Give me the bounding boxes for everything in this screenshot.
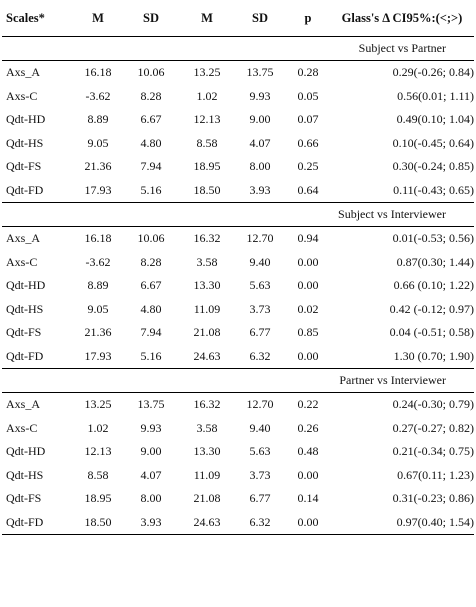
scale-name-cell: Axs_A (6, 231, 41, 246)
scale-name-cell: Qdt-FS (6, 491, 42, 506)
value-cell: 10.06 (137, 65, 165, 80)
value-cell: 6.67 (140, 278, 162, 293)
value-cell: 0.66 (0.10; 1.22) (393, 278, 474, 293)
table-row (2, 393, 474, 417)
value-cell: 0.64 (286, 179, 330, 203)
value-cell: 8.89 (87, 112, 109, 127)
value-cell: 21.36 (84, 159, 112, 174)
value-cell: 6.32 (234, 345, 286, 369)
value-cell: 0.11(-0.43; 0.65) (330, 179, 474, 203)
value-cell: 7.94 (140, 159, 162, 174)
scale-name-cell: Qdt-FD (2, 345, 74, 369)
value-cell: 16.32 (193, 231, 221, 246)
header-sd-2: SD (234, 0, 286, 37)
value-cell: 12.13 (193, 112, 221, 127)
value-cell: 18.50 (180, 179, 234, 203)
table-row (2, 132, 474, 156)
value-cell: 13.25 (84, 397, 112, 412)
value-cell: 4.07 (249, 135, 271, 150)
value-cell: 3.93 (140, 514, 162, 529)
table-row (2, 417, 474, 441)
value-cell: 0.67(0.11; 1.23) (397, 467, 474, 482)
scale-name-cell: Qdt-HD (6, 444, 46, 459)
value-cell: 8.58 (87, 467, 109, 482)
value-cell: 17.93 (74, 345, 122, 369)
value-cell: 16.32 (193, 397, 221, 412)
value-cell: 13.75 (246, 65, 274, 80)
value-cell: 9.40 (249, 420, 271, 435)
table-row (2, 298, 474, 322)
table-row (2, 321, 474, 345)
section-title-row (2, 37, 474, 61)
value-cell: 17.93 (74, 179, 122, 203)
value-cell: 9.00 (140, 444, 162, 459)
value-cell: 8.89 (87, 278, 109, 293)
value-cell: 0.00 (297, 514, 319, 529)
value-cell: 5.63 (249, 278, 271, 293)
value-cell: 12.13 (84, 444, 112, 459)
value-cell: 1.02 (196, 88, 218, 103)
header-glass-delta: Glass's Δ CI95%:(<;>) (330, 0, 474, 37)
value-cell: 0.85 (297, 325, 319, 340)
value-cell: 21.36 (84, 325, 112, 340)
value-cell: 0.21(-0.34; 0.75) (392, 444, 474, 459)
value-cell: 0.42 (-0.12; 0.97) (389, 301, 474, 316)
value-cell: 9.00 (249, 112, 271, 127)
value-cell: 5.63 (249, 444, 271, 459)
header-m-2: M (180, 0, 234, 37)
value-cell: 6.32 (249, 514, 271, 529)
value-cell: 24.63 (180, 345, 234, 369)
table-row (2, 227, 474, 251)
value-cell: -3.62 (85, 254, 111, 269)
scale-name-cell: Axs-C (6, 254, 38, 269)
value-cell: 1.02 (87, 420, 109, 435)
value-cell: 5.16 (122, 179, 180, 203)
value-cell: 6.77 (249, 491, 271, 506)
value-cell: 0.24(-0.30; 0.79) (392, 397, 474, 412)
value-cell: 18.95 (193, 159, 221, 174)
table-body (2, 37, 474, 535)
section-title: Subject vs Interviewer (2, 203, 474, 227)
header-p: p (286, 0, 330, 37)
value-cell: 13.25 (193, 65, 221, 80)
header-row (2, 0, 474, 37)
glass-delta-table (2, 0, 474, 535)
scale-name-cell: Qdt-HD (6, 278, 46, 293)
value-cell: 6.77 (249, 325, 271, 340)
table-row (2, 61, 474, 85)
value-cell: 10.06 (137, 231, 165, 246)
table-row (2, 511, 474, 535)
value-cell: 8.00 (140, 491, 162, 506)
value-cell: 0.04 (-0.51; 0.58) (389, 325, 474, 340)
table-row (2, 464, 474, 488)
table-row (2, 345, 474, 369)
table-row (2, 85, 474, 109)
value-cell: 0.14 (297, 491, 319, 506)
value-cell: 24.63 (193, 514, 221, 529)
value-cell: 3.73 (249, 467, 271, 482)
scale-name-cell: Qdt-FS (6, 325, 42, 340)
value-cell: 0.97(0.40; 1.54) (396, 514, 474, 529)
table-row (2, 108, 474, 132)
value-cell: 0.30(-0.24; 0.85) (392, 159, 474, 174)
table-row (2, 440, 474, 464)
value-cell: 0.94 (297, 231, 319, 246)
table-row (2, 179, 474, 203)
value-cell: 4.07 (140, 467, 162, 482)
table-row (2, 155, 474, 179)
value-cell: 16.18 (84, 231, 112, 246)
value-cell: 0.10(-0.45; 0.64) (392, 135, 474, 150)
value-cell: 0.00 (286, 345, 330, 369)
value-cell: 9.05 (87, 301, 109, 316)
value-cell: 3.93 (234, 179, 286, 203)
scale-name-cell: Axs_A (6, 397, 41, 412)
scale-name-cell: Qdt-HS (6, 135, 44, 150)
value-cell: 0.05 (297, 88, 319, 103)
value-cell: 0.26 (297, 420, 319, 435)
header-scales: Scales* (2, 0, 74, 37)
value-cell: 0.22 (297, 397, 319, 412)
value-cell: 4.80 (140, 135, 162, 150)
value-cell: 8.00 (249, 159, 271, 174)
scale-name-cell: Qdt-FD (2, 179, 74, 203)
value-cell: 0.00 (297, 467, 319, 482)
value-cell: 13.75 (137, 397, 165, 412)
section-title: Partner vs Interviewer (2, 369, 474, 393)
value-cell: -3.62 (85, 88, 111, 103)
section-title-row (2, 203, 474, 227)
value-cell: 3.58 (196, 254, 218, 269)
value-cell: 8.28 (140, 88, 162, 103)
value-cell: 4.80 (140, 301, 162, 316)
value-cell: 0.00 (297, 254, 319, 269)
value-cell: 0.07 (297, 112, 319, 127)
section-title: Subject vs Partner (2, 37, 474, 61)
value-cell: 9.93 (249, 88, 271, 103)
value-cell: 5.16 (122, 345, 180, 369)
value-cell: 0.31(-0.23; 0.86) (392, 491, 474, 506)
table-row (2, 487, 474, 511)
scale-name-cell: Qdt-HS (6, 467, 44, 482)
value-cell: 11.09 (193, 467, 221, 482)
value-cell: 8.58 (196, 135, 218, 150)
value-cell: 3.73 (249, 301, 271, 316)
section-title-row (2, 369, 474, 393)
scale-name-cell: Qdt-HS (6, 301, 44, 316)
value-cell: 13.30 (193, 278, 221, 293)
value-cell: 8.28 (140, 254, 162, 269)
scale-name-cell: Qdt-FS (6, 159, 42, 174)
value-cell: 0.25 (297, 159, 319, 174)
value-cell: 0.01(-0.53; 0.56) (392, 231, 474, 246)
scale-name-cell: Axs-C (6, 420, 38, 435)
value-cell: 0.02 (297, 301, 319, 316)
value-cell: 11.09 (193, 301, 221, 316)
scale-name-cell: Qdt-FD (6, 514, 44, 529)
value-cell: 3.58 (196, 420, 218, 435)
header-m-1: M (74, 0, 122, 37)
scale-name-cell: Axs-C (6, 88, 38, 103)
value-cell: 0.29(-0.26; 0.84) (392, 65, 474, 80)
value-cell: 0.28 (297, 65, 319, 80)
value-cell: 1.30 (0.70; 1.90) (330, 345, 474, 369)
table-row (2, 251, 474, 275)
header-sd-1: SD (122, 0, 180, 37)
value-cell: 12.70 (246, 231, 274, 246)
value-cell: 7.94 (140, 325, 162, 340)
value-cell: 13.30 (193, 444, 221, 459)
table-row (2, 274, 474, 298)
value-cell: 0.49(0.10; 1.04) (396, 112, 474, 127)
value-cell: 18.50 (84, 514, 112, 529)
value-cell: 0.87(0.30; 1.44) (396, 254, 474, 269)
value-cell: 0.00 (297, 278, 319, 293)
value-cell: 9.40 (249, 254, 271, 269)
value-cell: 12.70 (246, 397, 274, 412)
value-cell: 0.27(-0.27; 0.82) (392, 420, 474, 435)
scale-name-cell: Qdt-HD (6, 112, 46, 127)
value-cell: 9.93 (140, 420, 162, 435)
value-cell: 0.48 (297, 444, 319, 459)
value-cell: 0.56(0.01; 1.11) (397, 88, 474, 103)
value-cell: 9.05 (87, 135, 109, 150)
value-cell: 6.67 (140, 112, 162, 127)
value-cell: 0.66 (297, 135, 319, 150)
value-cell: 18.95 (84, 491, 112, 506)
scale-name-cell: Axs_A (6, 65, 41, 80)
value-cell: 21.08 (193, 491, 221, 506)
value-cell: 16.18 (84, 65, 112, 80)
value-cell: 21.08 (193, 325, 221, 340)
